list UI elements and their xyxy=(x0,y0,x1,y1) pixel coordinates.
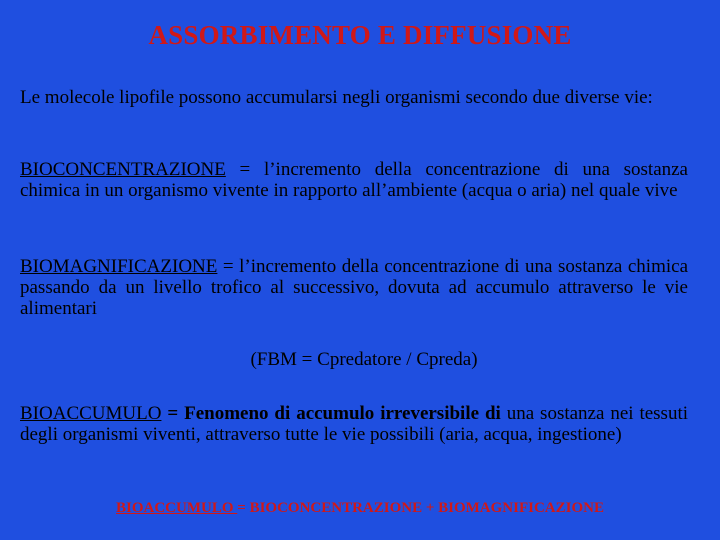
intro-paragraph: Le molecole lipofile possono accumularsi negli organismi secondo due diverse vie: xyxy=(20,87,653,108)
fbm-formula: (FBM = Cpredatore / Cpreda) xyxy=(250,349,478,370)
bioaccumulo-definition: una sostanza nei tessuti degli organismi viventi, attraverso tutte le vie possibili (aria, acqua, ingestione) xyxy=(20,403,688,445)
bioconcentrazione-definition: = l’incremento della concentrazione di una sostanza chimica in un organismo vivente in rapporto all’ambiente (acqua o aria) nel quale vive xyxy=(20,159,688,201)
biomagnificazione-term: BIOMAGNIFICAZIONE xyxy=(20,256,218,277)
biomagnificazione-paragraph xyxy=(20,256,688,319)
summary-equation xyxy=(0,500,720,517)
biomagnificazione-definition: = l’incremento della concentrazione di una sostanza chimica passando da un livello trofico al successivo, dovuta ad accumulo attraverso le vie alimentari xyxy=(20,256,688,319)
bioconcentrazione-paragraph xyxy=(20,159,688,201)
bioaccumulo-paragraph xyxy=(20,403,688,445)
bioaccumulo-term: BIOACCUMULO xyxy=(20,403,162,424)
summary-equation-text: = BIOCONCENTRAZIONE + BIOMAGNIFICAZIONE xyxy=(237,500,604,516)
slide-title: ASSORBIMENTO E DIFFUSIONE xyxy=(148,20,572,50)
bioaccumulo-definition-bold: = Fenomeno di accumulo irreversibile di xyxy=(161,403,501,424)
bioconcentrazione-term: BIOCONCENTRAZIONE xyxy=(20,159,226,180)
summary-term: BIOACCUMULO xyxy=(116,500,238,516)
